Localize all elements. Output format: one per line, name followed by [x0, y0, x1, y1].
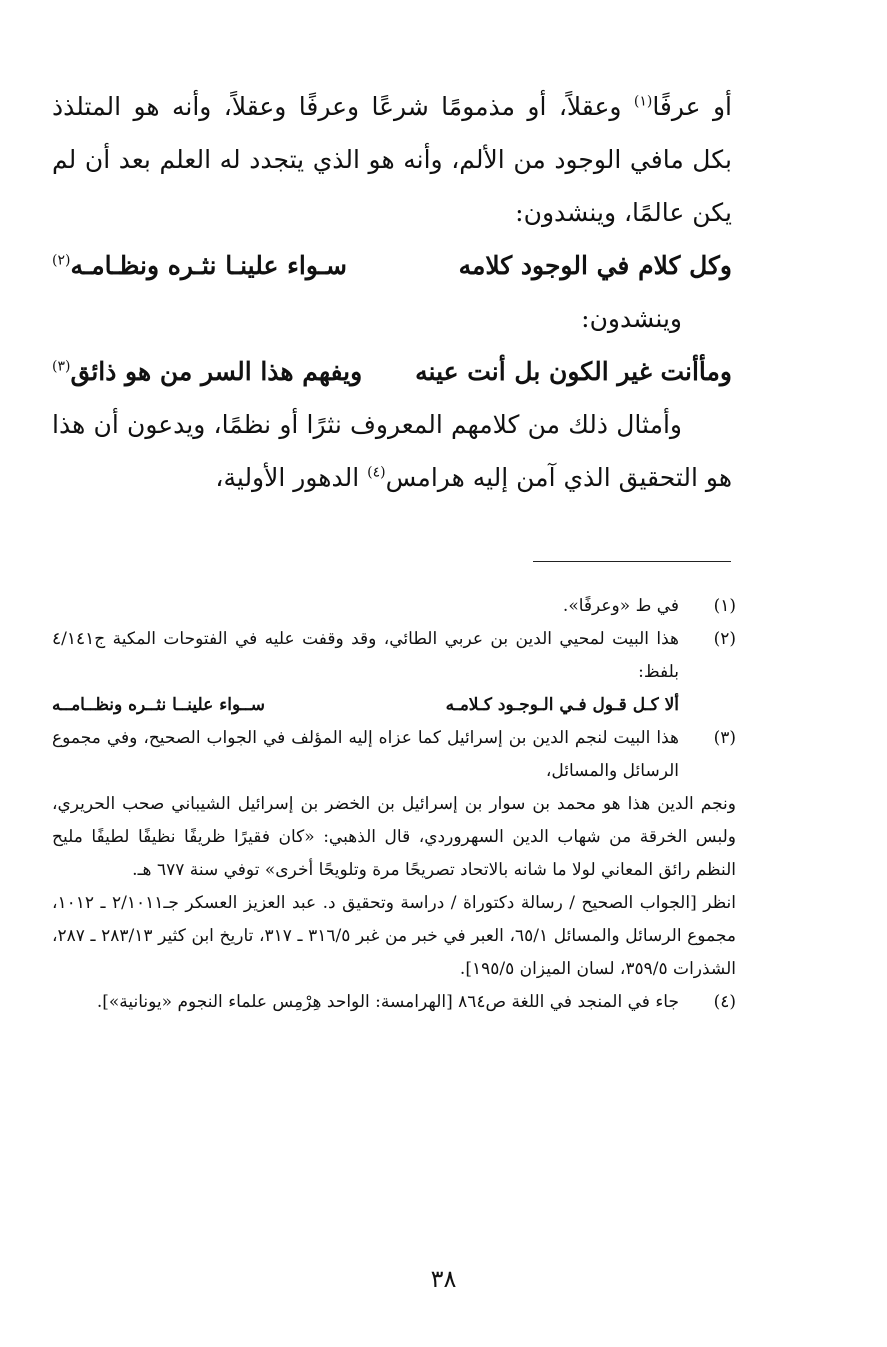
- footnote-number: (٣): [713, 728, 736, 748]
- verse-1-second-hemistich-wrap: [52, 239, 347, 292]
- footnotes: [52, 590, 736, 1019]
- paragraph-3-start: وأمثال ذلك من كلامهم المعروف نثرًا أو نظمًا، ويدعون أن هذا هو التحقيق الذي آمن إليه هرامس: [52, 410, 732, 492]
- footnote-body: [52, 788, 736, 986]
- footnote-number: (١): [713, 596, 736, 616]
- paragraph-2: وينشدون:: [581, 304, 682, 333]
- paragraph-3-rest: الدهور الأولية،: [215, 463, 368, 492]
- footnote-body: [52, 722, 679, 788]
- footnote-divider: [533, 561, 731, 562]
- footnote-ref-2: (٢): [52, 252, 71, 269]
- verse-1-second-hemistich: سـواء علينـا نثـره ونظـامـه: [70, 251, 348, 280]
- footnote-ref-3: (٣): [52, 358, 71, 375]
- footnote-text: جاء في المنجد في اللغة ص٨٦٤ [الهرامسة: الواحد هِرْمِس علماء النجوم «يونانية»].: [96, 992, 679, 1012]
- footnote-4: [52, 986, 736, 1019]
- footnote-verse: [52, 689, 679, 722]
- page-number: ٣٨: [430, 1265, 457, 1293]
- footnote-text: هذا البيت لمحيي الدين بن عربي الطائي، وقد وقفت عليه في الفتوحات المكية ج٤/١٤١ بلفظ:: [52, 629, 679, 682]
- footnote-text: ونجم الدين هذا هو محمد بن سوار بن إسرائيل بن الخضر بن إسرائيل الشيباني صحب الحريري، ولبس الخرقة من شهاب الدين السهروردي، قال الذهبي: «كان فقيرًا ظريفًا نظيفًا لطيفًا مليح النظم رائق المعاني لولا ما شانه بالاتحاد تصريحًا مرة وتلويحًا أخرى» توفي سنة ٦٧٧ هـ.: [52, 794, 736, 880]
- footnote-number: (٢): [713, 629, 736, 649]
- footnote-ref-4: (٤): [367, 464, 386, 481]
- footnote-1: [52, 590, 736, 623]
- footnote-verse-second-hemistich: ســواء علينــا نثــره ونظــامــه: [52, 695, 265, 715]
- verse-1-first-hemistich: وكل كلام في الوجود كلامه: [458, 251, 732, 280]
- footnote-number: (٤): [713, 992, 736, 1012]
- footnote-2: [52, 623, 736, 722]
- footnote-text: في ط «وعرفًا».: [562, 596, 679, 616]
- footnote-verse-first-hemistich: ألا كـل قـول فـي الـوجـود كـلامـه: [445, 695, 679, 715]
- verse-2-second-hemistich: ويفهم هذا السر من هو ذائق: [70, 357, 363, 386]
- verse-2-second-hemistich-wrap: [52, 345, 362, 398]
- main-text: [52, 80, 732, 504]
- footnote-3-continued: [52, 788, 736, 986]
- verse-2-first-hemistich: ومأأنت غير الكون بل أنت عينه: [415, 357, 732, 386]
- footnote-body: [52, 623, 679, 722]
- paragraph-1: [52, 80, 732, 239]
- verse-1: [52, 239, 732, 292]
- verse-2: [52, 345, 732, 398]
- paragraph-3: [52, 398, 732, 504]
- footnote-body: [52, 590, 679, 623]
- footnote-body: [52, 986, 679, 1019]
- footnote-references: انظر [الجواب الصحيح / رسالة دكتوراة / دراسة وتحقيق د. عبد العزيز العسكر جـ٢/١٠١١ ـ ١٠١٢، مجموع الرسائل والمسائل ٦٥/١، العبر في خبر من غبر ٣١٦/٥ ـ ٣١٧، تاريخ ابن كثير ٢٨٣/١٣ ـ ٢٨٧، الشذرات ٣٥٩/٥، لسان الميزان ١٩٥/٥].: [52, 893, 736, 979]
- footnote-text: هذا البيت لنجم الدين بن إسرائيل كما عزاه إليه المؤلف في الجواب الصحيح، وفي مجموع الرسائل والمسائل،: [52, 728, 679, 781]
- paragraph-1-start: أو عرفًا: [652, 92, 733, 121]
- footnote-3: [52, 722, 736, 788]
- paragraph-1-rest: وعقلاً، أو مذمومًا شرعًا وعرفًا وعقلاً، وأنه هو المتلذذ بكل مافي الوجود من الألم، وأنه هو الذي يتجدد له العلم بعد أن لم يكن عالمًا، وينشدون:: [52, 92, 732, 227]
- footnote-ref-1: (١): [633, 93, 653, 110]
